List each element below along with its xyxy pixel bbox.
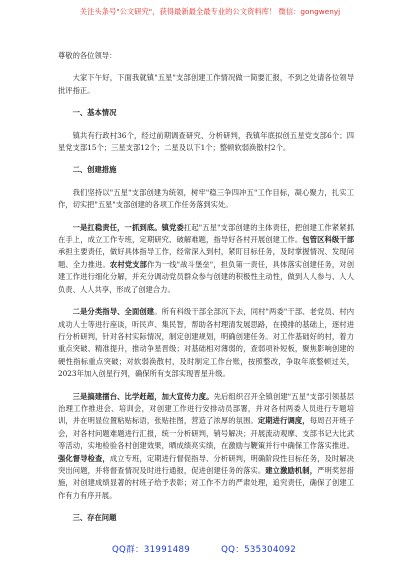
section-heading-basic: 一、基本情况 [72,108,117,118]
bold-lead: 建立激励机制， [265,465,318,475]
paragraph-text: 扛起"五星"支部创建的主体责任，把创建工作紧紧抓在手上，成立工作专班，定期研究、破解难题，指导好各村开展创建工作。 [58,222,354,245]
paragraph-text: 先后组织召开全镇创建"五星"支部引领基层治理工作推进会、培训会，对创建工作进行安排动员部署，并对各村两委人员进行专题培训，并在明显位置粘贴标语，张贴挂图，营造了浓厚的氛围。 [58,391,355,426]
measures-paragraph-3 [58,391,354,503]
document-body [58,50,354,535]
paragraph-text: 成立专班，定期进行督促指导、分析研判，明确阶段性目标任务，及时解决突出问题，并将督查情况及时进行通报，促进创建任务的落实。 [58,453,355,475]
measures-intro: 我们坚持以"五星"支部创建为统领，树牢"稳三争四冲五"工作目标，凝心聚力，扎实工作，切实把"五星"支部创建的各项工作任务落到实处。 [58,187,354,210]
basic-paragraph: 镇共有行政村36个，经过前期调查研究、分析研判，我镇年底拟创五星党支部6个；四星党支部15个；三星支部12个；二星及以下1个；整顿软弱涣散村2个。 [58,130,354,153]
bold-lead: 定期进行调度， [257,416,310,426]
bold-lead: 二是分类指导、全面创建 [72,307,155,317]
qq-number: QQ：535304092 [221,545,297,555]
intro-paragraph: 大家下午好，下面我就镇"五星"支部创建工作情况做一简要汇报，不到之处请各位领导批评指正。 [58,73,354,95]
section-heading-problems: 三、存在问题 [72,513,117,523]
paragraph-text: 作为一线"战斗堡垒"，担负第一责任，具体落实创建任务，对创建工作进行细化分解，并充分调动党员群众参与创建的积极性主动性，做到人人参与、人人负责、人人共享，形成了创建合力。 [58,259,355,294]
section-heading-measures: 二、创建措施 [72,165,117,175]
bold-lead: 一是扛稳责任，一抓到底。镇党委 [72,222,184,232]
paragraph-text: 每周召开班子会，对各村问题难题进行汇报，统一分析研判，销号解决；开展流动观摩、支部书记大比武等活动，实地检验各村创建效果，晒成绩亮实绩，在激励与鞭策并行中确保工作落实推进。 [58,416,355,451]
measures-paragraph-1 [58,222,354,296]
bold-lead: 强化督导检查， [58,453,110,463]
bold-lead: 包管区科级干部 [302,235,355,245]
promo-banner: 关注头条号"公文研究"，获得最新最全最专业的公文资料库！ 微信：gongwenyj [79,7,341,16]
bold-lead: 三是搞建擂台、比学赶超，加大宣传力度。 [72,391,214,401]
paragraph-text: 严明奖惩措施，对创建成绩显著的村班子给予表彰；对工作不力的严肃处理，追究责任，确保了创建工作有力有序开展。 [58,465,355,500]
bold-lead: 农村党支部 [109,259,147,269]
qq-group: QQ群：31991489 [111,545,191,555]
greeting: 尊敬的各位领导： [58,51,117,60]
paragraph-text: 承担主要责任，做好具体指导工作，经常深入到村，紧盯目标任务，及时掌握情况、发现问题、全力推进。 [58,247,354,269]
footer-contact [0,543,408,555]
measures-paragraph-2 [58,306,354,380]
paragraph-text: 。所有科级干部全部沉下去，同村"两委"干部、老党员、村内成功人士等进行座谈，听民声、集民智，帮助各村理清发展思路，在摸排的基础上，逐村进行分析研判，针对各村实际情况，制定创建规划，明确创建任务。对工作基础好的村，着力重点突破、精准提升，推动争星晋级；对基础相对薄弱的，查弱项补短板，聚焦影响创建的硬性指标重点突破；对软弱涣散村，及时制定工作台账，按照整改，争取年底整顿过关，2023年加入创星行列，确保所有支部实现晋星升级。 [58,307,355,379]
